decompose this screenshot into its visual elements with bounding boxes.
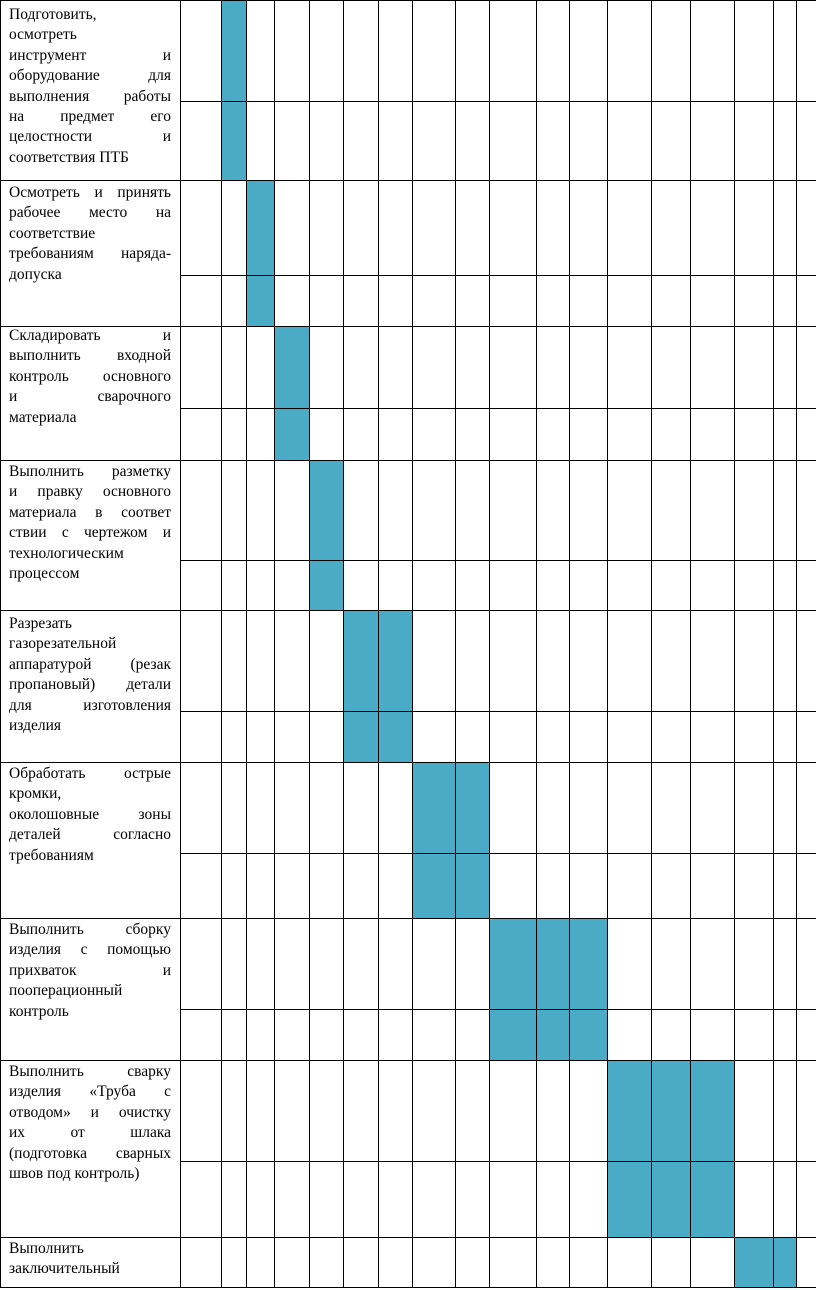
gantt-bar-cell — [690, 1060, 734, 1237]
gantt-bar-cell — [412, 762, 455, 918]
task-description-line: швов под контроль) — [9, 1165, 140, 1183]
task-description-line: осмотреть — [9, 26, 77, 44]
task-description-line: изделия — [9, 717, 62, 735]
task-description-line: аппаратурой (резак — [9, 655, 171, 673]
task-description-line: на предмет его — [9, 108, 171, 126]
gantt-bar-cell — [489, 918, 536, 1060]
task-description-line: кромки, — [9, 785, 62, 803]
task-description-line: соответствие — [9, 224, 96, 242]
task-description — [9, 462, 171, 584]
task-description-line: контроль — [9, 1002, 69, 1020]
gantt-bar-cell — [734, 1237, 773, 1288]
gantt-bar-cell — [378, 610, 412, 762]
task-description-line: допуска — [9, 265, 62, 283]
task-description — [9, 764, 171, 866]
task-description-line: оборудование для — [9, 67, 171, 85]
task-description — [9, 1239, 171, 1280]
task-description-line: газорезательной — [9, 635, 117, 653]
task-description-line: процессом — [9, 565, 80, 583]
gantt-bar-cell — [536, 918, 569, 1060]
task-description — [9, 5, 171, 168]
gantt-bars — [221, 0, 796, 1288]
task-description-line: Выполнить разметку — [9, 463, 171, 480]
task-description-line: целостности и — [9, 128, 171, 146]
task-description — [9, 183, 171, 285]
gantt-bar-cell — [773, 1237, 796, 1288]
task-description-line: контроль основного — [9, 367, 171, 385]
task-description-line: (подготовка сварных — [9, 1144, 171, 1162]
task-description-line: заключительный — [9, 1260, 120, 1278]
task-description-line: Выполнить сварку — [9, 1063, 171, 1080]
task-description-line: материала в соответ — [9, 503, 171, 521]
task-description-line: и сварочного — [9, 388, 171, 406]
gantt-bar-cell — [343, 610, 378, 762]
task-description-line: изделия «Труба с — [9, 1083, 171, 1101]
gantt-bar-cell — [274, 326, 309, 460]
task-description-line: пооперационный — [9, 982, 123, 1000]
task-description-line: Выполнить сборку — [9, 921, 171, 938]
gantt-bar-cell — [246, 180, 274, 326]
task-description-line: ствии с чертежом и — [9, 524, 171, 542]
task-description-line: требованиям наряда- — [9, 245, 171, 263]
gantt-bar-cell — [309, 460, 343, 610]
task-description-line: околошовные зоны — [9, 805, 171, 823]
task-description-line: для изготовления — [9, 696, 171, 714]
task-description-line: выполнить входной — [9, 347, 171, 365]
task-description-line: отводом» и очистку — [9, 1103, 171, 1121]
task-description-line: их от шлака — [9, 1124, 171, 1142]
task-description — [9, 614, 171, 736]
task-description-line: Подготовить, — [9, 6, 97, 23]
task-description-line: материала — [9, 408, 77, 426]
task-description — [9, 1062, 171, 1184]
gantt-bar-cell — [221, 0, 246, 180]
task-description-line: деталей согласно — [9, 826, 171, 844]
gantt-bar-cell — [607, 1060, 651, 1237]
task-description-line: прихваток и — [9, 961, 171, 979]
task-description-line: Складировать и — [9, 327, 171, 344]
task-description-line: Разрезать — [9, 615, 72, 632]
task-description-line: изделия с помощью — [9, 941, 171, 959]
task-description-line: Обработать острые — [9, 765, 171, 782]
task-description-line: Выполнить — [9, 1240, 84, 1257]
task-description-line: рабочее место на — [9, 204, 171, 222]
gantt-bar-cell — [569, 918, 607, 1060]
task-description-line: и правку основного — [9, 483, 171, 501]
task-description-line: технологическим — [9, 544, 124, 562]
task-description-line: соответствия ПТБ — [9, 148, 129, 166]
task-description-line: инструмент и — [9, 46, 171, 64]
gantt-bar-cell — [455, 762, 489, 918]
gantt-bar-cell — [651, 1060, 690, 1237]
task-description — [9, 920, 171, 1022]
task-description-line: пропановый) детали — [9, 676, 171, 694]
task-description-line: Осмотреть и принять — [9, 184, 171, 201]
task-description — [9, 326, 171, 428]
task-description-line: требованиям — [9, 846, 94, 864]
task-description-line: выполнения работы — [9, 87, 171, 105]
